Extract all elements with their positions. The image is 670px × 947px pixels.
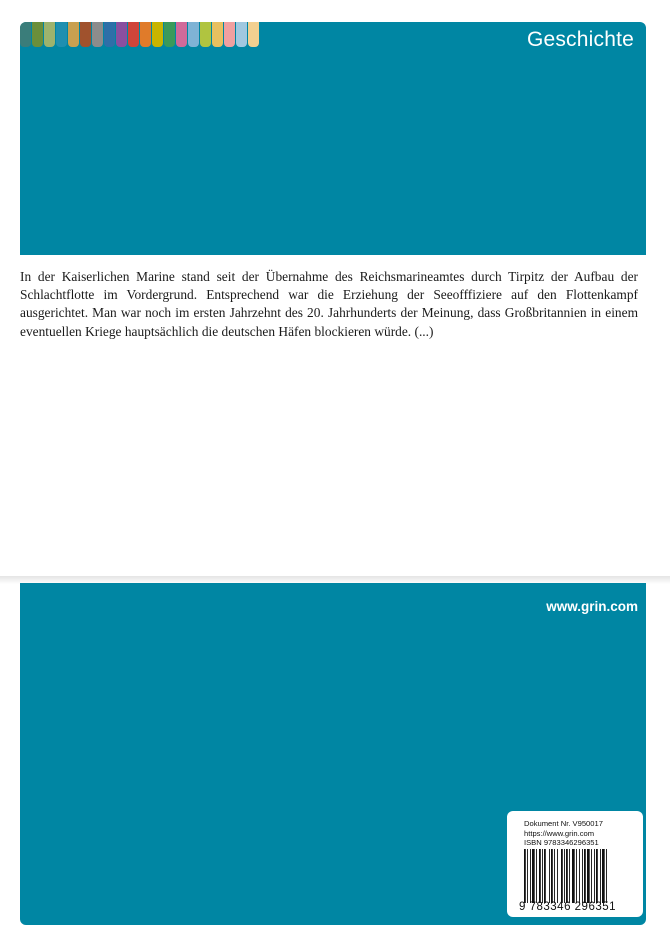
barcode-bar bbox=[544, 849, 546, 903]
color-stripe bbox=[140, 22, 151, 47]
barcode-bar bbox=[596, 849, 598, 903]
barcode-bar bbox=[594, 849, 595, 903]
barcode-bar bbox=[554, 849, 555, 903]
barcode-bar bbox=[532, 849, 535, 903]
barcode-bar bbox=[536, 849, 537, 903]
barcode-bar bbox=[542, 849, 543, 903]
barcode-bar bbox=[576, 849, 577, 903]
barcode-bar bbox=[572, 849, 575, 903]
color-stripe bbox=[236, 22, 247, 47]
barcode-bar bbox=[561, 849, 563, 903]
barcode-icon bbox=[524, 849, 638, 903]
barcode-bar bbox=[551, 849, 553, 903]
barcode-bar bbox=[530, 849, 531, 903]
color-stripe bbox=[224, 22, 235, 47]
barcode-bar bbox=[564, 849, 565, 903]
color-stripe bbox=[152, 22, 163, 47]
barcode-bar bbox=[557, 849, 558, 903]
color-stripe bbox=[164, 22, 175, 47]
barcode-bar bbox=[600, 849, 601, 903]
barcode-digits: 9 783346 296351 bbox=[519, 901, 617, 913]
barcode-bar bbox=[569, 849, 570, 903]
color-stripe bbox=[188, 22, 199, 47]
cover-bottom-panel bbox=[20, 583, 646, 925]
barcode-bar bbox=[549, 849, 550, 903]
color-stripe bbox=[128, 22, 139, 47]
barcode-bar bbox=[579, 849, 580, 903]
barcode-bar bbox=[527, 849, 528, 903]
color-stripe bbox=[104, 22, 115, 47]
color-stripe bbox=[68, 22, 79, 47]
document-meta bbox=[524, 819, 603, 848]
color-stripe bbox=[56, 22, 67, 47]
color-stripe bbox=[32, 22, 43, 47]
category-title: Geschichte bbox=[526, 28, 634, 51]
website-link[interactable]: www.grin.com bbox=[546, 599, 638, 614]
color-stripe bbox=[212, 22, 223, 47]
barcode-bar bbox=[539, 849, 541, 903]
color-stripe bbox=[44, 22, 55, 47]
isbn-number: ISBN 9783346296351 bbox=[524, 838, 599, 848]
document-url: https://www.grin.com bbox=[524, 828, 595, 838]
barcode-bar bbox=[587, 849, 590, 903]
barcode-bar bbox=[591, 849, 592, 903]
cover-top-panel bbox=[20, 22, 646, 255]
barcode-bar bbox=[582, 849, 583, 903]
color-stripe bbox=[116, 22, 127, 47]
barcode-bar bbox=[602, 849, 605, 903]
color-stripe bbox=[176, 22, 187, 47]
barcode-bar bbox=[566, 849, 568, 903]
color-stripe bbox=[92, 22, 103, 47]
color-stripe bbox=[248, 22, 259, 47]
barcode-bar bbox=[524, 849, 526, 903]
document-number: Dokument Nr. V950017 bbox=[524, 819, 603, 828]
color-stripe bbox=[200, 22, 211, 47]
blurb-text: In der Kaiserlichen Marine stand seit der Übernahme des Reichsmarineamtes durch Tirpitz der Aufbau der Schlachtflotte im Vordergrund. Entsprechend war die Erziehung der Seeofffiziere auf den Flottenkampf ausgerichtet. Man war noch im ersten Jahrzehnt des 20. Jahrhunderts der Meinung, dass Großbritannien in einem eventuellen Kriege hauptsächlich die deutschen Häfen blockieren würde. (...) bbox=[20, 269, 638, 339]
barcode-bar bbox=[606, 849, 607, 903]
isbn-box bbox=[507, 811, 643, 917]
color-stripe bbox=[20, 22, 31, 47]
color-stripes bbox=[20, 22, 260, 47]
color-stripe bbox=[80, 22, 91, 47]
barcode-bar bbox=[584, 849, 586, 903]
